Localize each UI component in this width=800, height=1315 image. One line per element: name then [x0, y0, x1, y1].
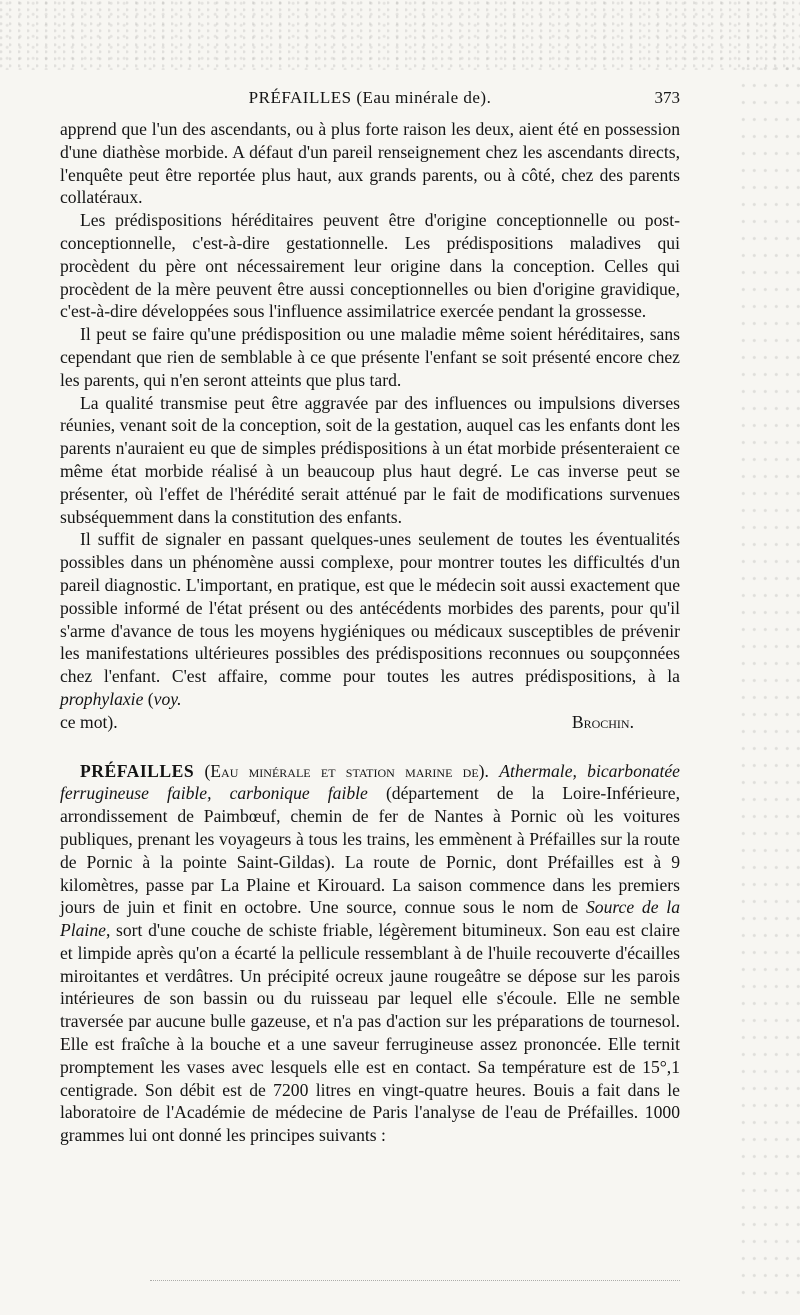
running-head	[60, 88, 680, 114]
italic-term: prophylaxie	[60, 688, 144, 709]
paragraph: La qualité transmise peut être aggravée par des influences ou impulsions diverses réunies, venant soit de la conception, soit de la gestation, auquel cas les enfants dont les parents n'auraient eu que de simples prédispositions à un état morbide présenteraient ce même état morbide réalisé à un beaucoup plus haut degré. Le cas inverse peut se présenter, où l'effet de l'hérédité serait atténué par le fait de modifications survenues subséquemment dans la constitution des enfants.	[60, 392, 680, 527]
paragraph: Les prédispositions héréditaires peuvent être d'origine conceptionnelle ou post-conceptionnelle, c'est-à-dire gestationnelle. Les prédispositions maladives qui procèdent du père ont nécessairement leur origine dans la conception. Celles qui procèdent de la mère peuvent être aussi conceptionnelles ou bien d'origine gravidique, c'est-à-dire développées sous l'influence assimilatrice exercée pendant la grossesse.	[60, 210, 680, 322]
paragraph-text: (	[143, 688, 154, 709]
entry-headword: PRÉFAILLES	[80, 760, 195, 781]
entry-label: (Eau minérale et station marine de).	[204, 760, 489, 781]
entry-text: (département de la Loire-Inférieure, arrondissement de Paimbœuf, chemin de fer de Nantes à Pornic où les voitures publiques, prenant les voyageurs à tous les trains, les emmènent à Préfailles sur la route de Pornic à la pointe Saint-Gildas). La route de Pornic, dont Préfailles est à 9 kilomètres, passe par La Plaine et Kirouard. La saison commence dans les premiers jours de juin et finit en octobre. Une source, connue sous le nom de	[60, 783, 681, 918]
paragraph: Il peut se faire qu'une prédisposition ou une maladie même soient héréditaires, sans cependant que rien de semblable à ce que présente l'enfant se soit présenté encore chez les parents, qui n'en seront atteints que plus tard.	[60, 324, 680, 390]
cross-reference: voy.	[153, 688, 182, 709]
cross-reference-end: ce mot).	[60, 711, 118, 732]
page-number: 373	[654, 88, 680, 107]
entry-text: , sort d'une couche de schiste friable, légèrement bitumineux. Son eau est claire et limpide après qu'on a écarté la pellicule ressemblant à de l'huile recouverte d'écailles miroitantes et verdâtres. Un précipité ocreux jaune rougeâtre se dépose sur les parois intérieures de son bassin ou du ruisseau par lequel elle s'écoule. Elle ne semble traversée par aucune bulle gazeuse, et n'a pas d'action sur les préparations de tournesol. Elle est fraîche à la bouche et a une saveur ferrugineuse assez prononcée. Elle ternit promptement les vases avec lesquels elle est en contact. Sa température est de 15°,1 centigrade. Son débit est de 7200 litres en vingt-quatre heures. Bouis a fait dans le laboratoire de l'Académie de médecine de Paris l'analyse de l'eau de Préfailles. 1000 grammes lui ont donné les principes suivants :	[60, 920, 680, 1146]
paper-speckle-right	[740, 60, 800, 1300]
signature-line	[60, 711, 680, 734]
paragraph-text: Il suffit de signaler en passant quelques-unes seulement de toutes les éventualités possibles dans un phénomène aussi complexe, pour montrer toutes les difficultés d'un pareil diagnostic. L'important, en pratique, est que le médecin soit aussi exactement que possible informé de l'état présent ou des antécédents morbides des parents, pour qu'il s'arme d'avance de tous les moyens hygiéniques ou médicaux susceptibles de prévenir les manifestations ultérieures possibles des prédispositions reconnues ou soupçonnées chez l'enfant. C'est affaire, comme pour toutes les autres prédispositions, à la	[60, 529, 680, 687]
body-text	[60, 118, 680, 1147]
paragraph	[60, 528, 680, 710]
bottom-faded-line	[150, 1280, 680, 1282]
paragraph-continuation: apprend que l'un des ascendants, ou à plus forte raison les deux, aient été en possession d'une diathèse morbide. A défaut d'un pareil renseignement chez les ascendants directs, l'enquête peut être reportée plus haut, aux grands parents, ou à côté, chez des parents collatéraux.	[60, 119, 680, 208]
source-name: Source de la Plaine	[60, 897, 680, 941]
running-title: PRÉFAILLES (Eau minérale de).	[248, 88, 492, 107]
dictionary-entry	[60, 760, 680, 1148]
entry-qualifiers: Athermale, bicarbonatée ferrugineuse faible, carbonique faible	[60, 760, 680, 804]
paper-speckle-top	[0, 0, 800, 70]
author-signature: Brochin.	[571, 711, 634, 732]
